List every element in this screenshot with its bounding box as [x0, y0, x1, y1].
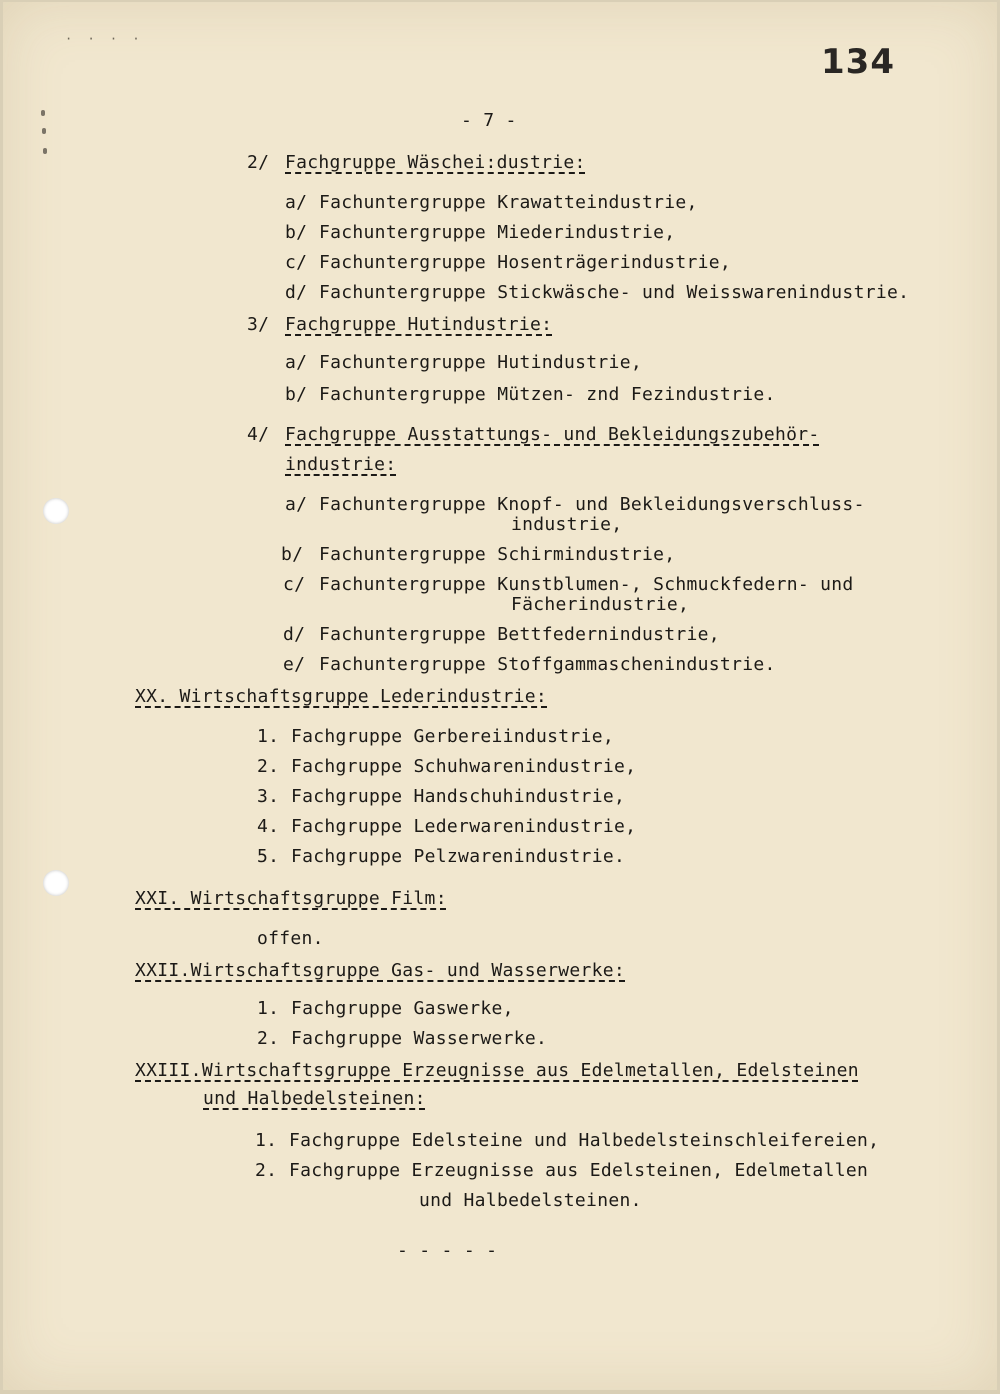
group-heading: XXII.Wirtschaftsgruppe Gas- und Wasserwerke: [135, 960, 626, 981]
page-number: - 7 - [461, 110, 517, 131]
document-page [3, 2, 997, 1390]
item-number: 5. [257, 846, 280, 867]
item-text: Fachuntergruppe Hutindustrie, [319, 352, 642, 373]
item-label: a/ [285, 192, 308, 213]
item-text: Fachuntergruppe Krawatteindustrie, [319, 192, 698, 213]
item-text: Fachuntergruppe Knopf- und Bekleidungsverschluss- [319, 494, 865, 515]
punch-hole [43, 870, 69, 896]
item-number: 2. [257, 756, 280, 777]
item-label: a/ [285, 352, 308, 373]
item-label: c/ [285, 252, 308, 273]
item-number: 1. [257, 726, 280, 747]
item-number: 2. [255, 1160, 278, 1181]
item-label: d/ [285, 282, 308, 303]
item-number: 1. [257, 998, 280, 1019]
corner-marks: · · · · [65, 32, 144, 46]
item-text: Fachuntergruppe Mützen- znd Fezindustrie. [319, 384, 776, 405]
item-continuation: und Halbedelsteinen. [419, 1190, 642, 1211]
section-title-line2: industrie: [285, 454, 397, 475]
item-label: d/ [283, 624, 306, 645]
item-text: Fachgruppe Erzeugnisse aus Edelsteinen, Edelmetallen [289, 1160, 869, 1181]
section-title: Fachgruppe Wäschei:dustrie: [285, 152, 586, 173]
item-number: 4. [257, 816, 280, 837]
item-text: Fachuntergruppe Schirmindustrie, [319, 544, 676, 565]
group-heading: XXI. Wirtschaftsgruppe Film: [135, 888, 447, 909]
group-heading-line1: XXIII.Wirtschaftsgruppe Erzeugnisse aus Edelmetallen, Edelsteinen [135, 1060, 859, 1081]
end-mark: - - - - - [397, 1240, 498, 1261]
section-number: 3/ [247, 314, 270, 335]
item-label: b/ [285, 384, 308, 405]
group-heading: XX. Wirtschaftsgruppe Lederindustrie: [135, 686, 548, 707]
item-number: 1. [255, 1130, 278, 1151]
item-text: Fachuntergruppe Miederindustrie, [319, 222, 676, 243]
item-text: Fachgruppe Wasserwerke. [291, 1028, 548, 1049]
item-text: Fachgruppe Gaswerke, [291, 998, 514, 1019]
group-note: offen. [257, 928, 324, 949]
paper-speck [43, 148, 47, 154]
item-label: e/ [283, 654, 306, 675]
item-number: 2. [257, 1028, 280, 1049]
item-text: Fachgruppe Handschuhindustrie, [291, 786, 626, 807]
item-text: Fachgruppe Gerbereiindustrie, [291, 726, 614, 747]
item-label: b/ [285, 222, 308, 243]
page-stamp-number: 134 [821, 42, 895, 82]
item-continuation: Fächerindustrie, [511, 594, 690, 615]
item-label: b/ [281, 544, 304, 565]
section-title-line1: Fachgruppe Ausstattungs- und Bekleidungszubehör- [285, 424, 820, 445]
item-text: Fachgruppe Lederwarenindustrie, [291, 816, 637, 837]
paper-speck [42, 128, 46, 134]
punch-hole [43, 498, 69, 524]
section-number: 4/ [247, 424, 270, 445]
section-title: Fachgruppe Hutindustrie: [285, 314, 553, 335]
item-label: a/ [285, 494, 308, 515]
item-text: Fachuntergruppe Bettfedernindustrie, [319, 624, 720, 645]
item-text: Fachuntergruppe Hosenträgerindustrie, [319, 252, 732, 273]
paper-speck [41, 110, 45, 116]
item-text: Fachgruppe Edelsteine und Halbedelsteinschleifereien, [289, 1130, 880, 1151]
item-text: Fachuntergruppe Kunstblumen-, Schmuckfedern- und [319, 574, 854, 595]
item-text: Fachuntergruppe Stickwäsche- und Weisswarenindustrie. [319, 282, 910, 303]
item-text: Fachgruppe Pelzwarenindustrie. [291, 846, 626, 867]
item-text: Fachgruppe Schuhwarenindustrie, [291, 756, 637, 777]
item-number: 3. [257, 786, 280, 807]
section-number: 2/ [247, 152, 270, 173]
item-text: Fachuntergruppe Stoffgammaschenindustrie. [319, 654, 776, 675]
group-heading-line2: und Halbedelsteinen: [203, 1088, 426, 1109]
item-label: c/ [283, 574, 306, 595]
item-continuation: industrie, [511, 514, 623, 535]
